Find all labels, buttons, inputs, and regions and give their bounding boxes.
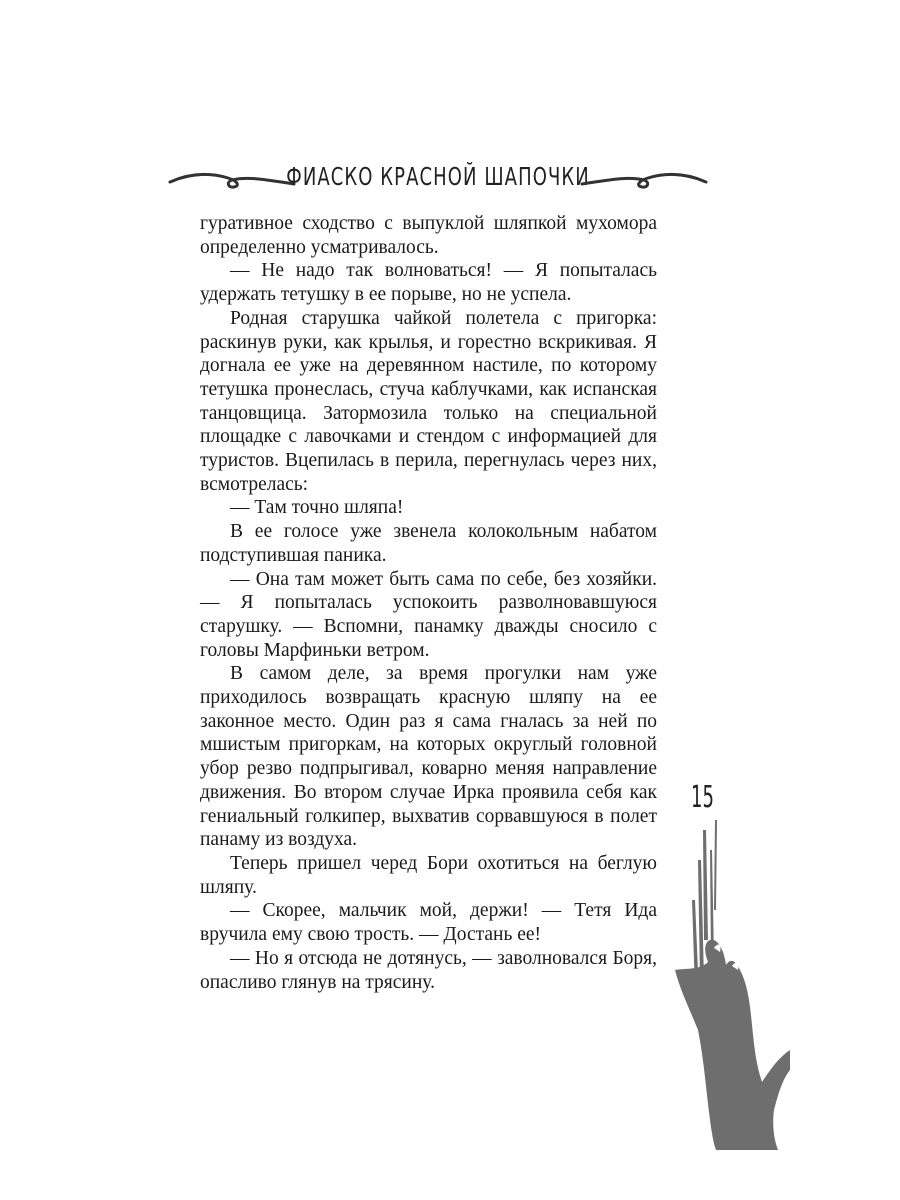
chapter-body-text (200, 212, 657, 994)
paragraph: гуративное сходство с выпуклой шляпкой мухомора определенно усматривалось. (200, 213, 657, 258)
paragraph: В ее голосе уже звенела колокольным набатом подступившая паника. (200, 521, 657, 566)
paragraph: — Скорее, мальчик мой, держи! — Тетя Ида вручила ему свою трость. — Достань ее! (200, 900, 657, 946)
silhouette-legs-illustration (670, 820, 790, 1150)
paragraph: Родная старушка чайкой полетела с пригорка: раскинув руки, как крылья, и горестно вскрикивая. Я догнала ее уже на деревянном настиле, по которому тетушка пронеслась, стуча каблучками, как испанская танцовщица. Затормозила только на специальной площадке с лавочками и стендом с информацией для туристов. Вцепилась в перила, перегнулась через них, всмотрелась: (200, 307, 657, 495)
paragraph: — Но я отсюда не дотянусь, — заволновался Боря, опасливо глянув на трясину. (200, 947, 657, 993)
paragraph: Теперь пришел черед Бори охотиться на беглую шляпу. (200, 852, 657, 898)
paragraph: — Не надо так волноваться! — Я попыталась удержать тетушку в ее порыве, но не успела. (200, 260, 657, 306)
page-number: 15 (691, 780, 714, 815)
paragraph: — Она там может быть сама по себе, без хозяйки. — Я попыталась успокоить разволновавшуюся старушку. — Вспомни, панамку дважды сносило с головы Марфиньки ветром. (200, 568, 657, 661)
running-header (168, 158, 708, 202)
ornament-right-icon (578, 168, 708, 192)
paragraph: — Там точно шляпа! (230, 497, 404, 519)
header-title: ФИАСКО КРАСНОЙ ШАПОЧКИ (286, 162, 590, 191)
paragraph: В самом деле, за время прогулки нам уже приходилось возвращать красную шляпу на ее законное место. Один раз я сама гналась за ней по мшистым пригоркам, на которых округлый головной убор резво подпрыгивал, коварно меняя направление движения. Во втором случае Ирка проявила себя как гениальный голкипер, выхватив сорвавшуюся в полет панаму из воздуха. (200, 663, 657, 851)
